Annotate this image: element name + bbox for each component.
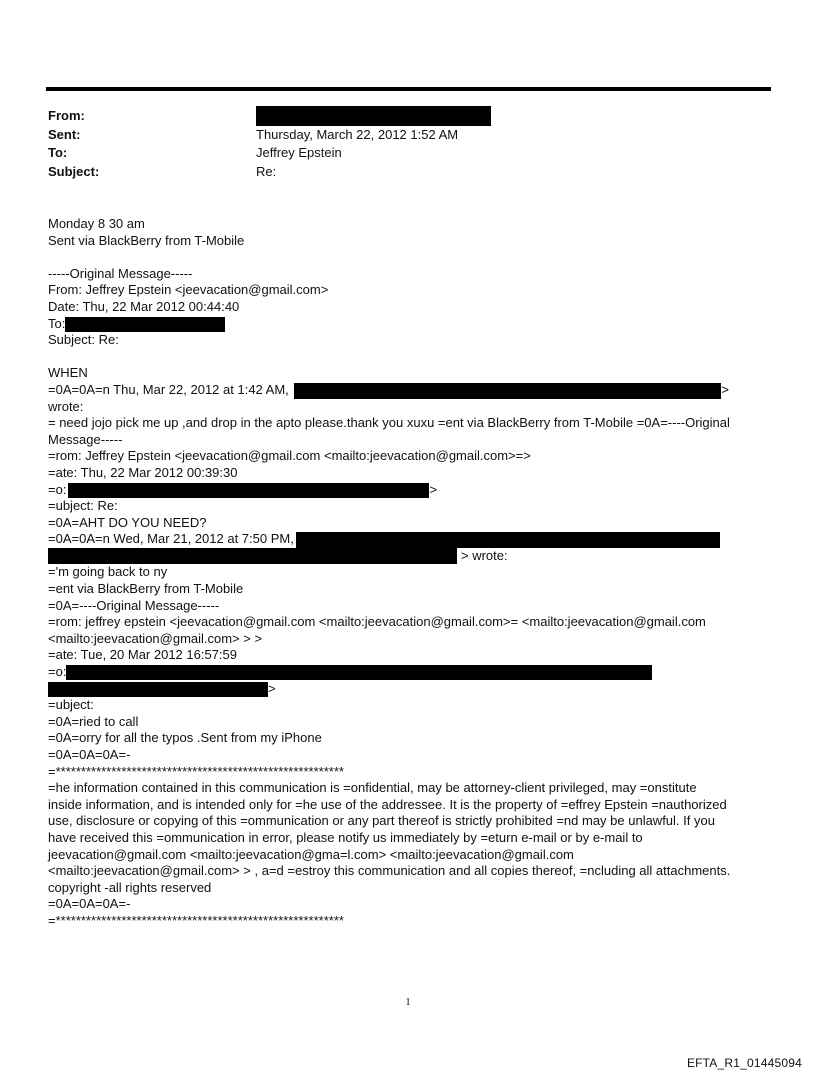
to-text: =o: (48, 664, 67, 680)
redaction-block (48, 682, 268, 697)
header-rule (46, 87, 771, 91)
subject-label: Subject: (48, 163, 100, 179)
body-line: =ubject: (48, 697, 94, 713)
body-line: Date: Thu, 22 Mar 2012 00:44:40 (48, 298, 240, 314)
body-line (48, 382, 770, 399)
body-line: =ate: Tue, 20 Mar 2012 16:57:59 (48, 647, 238, 663)
body-line: = need jojo pick me up ,and drop in the apto please.thank you xuxu =ent via BlackBerry from T-Mobile =0A=----Original Message----- (48, 415, 730, 447)
body-line: Monday 8 30 am (48, 216, 145, 231)
body-line: wrote: (48, 398, 84, 414)
body-line: jeevacation@gmail.com <mailto:jeevacation@gma=l.com> <mailto:jeevacation@gmail.com (48, 846, 574, 862)
to-row (48, 144, 768, 163)
body-line (48, 316, 770, 333)
bates-number: EFTA_R1_01445094 (686, 1056, 802, 1070)
quote-header-text: =0A=0A=n Thu, Mar 22, 2012 at 1:42 AM, (48, 381, 289, 397)
body-line: From: Jeffrey Epstein <jeevacation@gmail.com> (48, 282, 329, 298)
redaction-block (66, 665, 652, 680)
body-line: =0A=AHT DO YOU NEED? (48, 514, 207, 530)
to-value: Jeffrey Epstein (256, 145, 342, 160)
body-line: -----Original Message----- (48, 265, 193, 281)
body-line: =0A=----Original Message----- (48, 597, 220, 613)
to-text: =o: (48, 481, 67, 497)
to-label: To: (48, 145, 68, 160)
quote-header-text: =0A=0A=n Wed, Mar 21, 2012 at 7:50 PM, (48, 531, 294, 547)
quote-bracket: > (268, 680, 276, 696)
body-line: <mailto:jeevacation@gmail.com> > , a=d =estroy this communication and all copies thereof, =ncluding all attachments. (48, 863, 731, 879)
body-line: <mailto:jeevacation@gmail.com> > > (48, 630, 263, 646)
body-line: =********************************************************* (48, 912, 344, 928)
body-line (48, 664, 770, 681)
sent-label: Sent: (48, 126, 81, 142)
redaction-block (294, 383, 721, 399)
body-line (48, 482, 770, 499)
body-line: ='m going back to ny (48, 564, 168, 580)
from-label: From: (48, 108, 85, 123)
sent-value: Thursday, March 22, 2012 1:52 AM (256, 126, 459, 142)
body-line: WHEN (48, 365, 88, 381)
redaction-block (48, 548, 457, 564)
email-body (48, 216, 770, 930)
body-line: =0A=0A=0A=- (48, 896, 131, 912)
email-header (48, 107, 768, 181)
body-line: Subject: Re: (48, 332, 119, 348)
subject-row (48, 163, 768, 182)
body-line: =0A=orry for all the typos .Sent from my iPhone (48, 730, 322, 746)
redaction-block (296, 532, 720, 548)
quote-bracket: > (721, 381, 730, 397)
wrote-text: > wrote: (461, 547, 508, 563)
body-line: =0A=0A=0A=- (48, 747, 131, 762)
body-line: =ent via BlackBerry from T-Mobile (48, 581, 244, 597)
body-line: Sent via BlackBerry from T-Mobile (48, 232, 245, 248)
body-line: =rom: jeffrey epstein <jeevacation@gmail.com <mailto:jeevacation@gmail.com>= <mailto:jeevacation@gmail.com (48, 614, 706, 630)
quote-bracket: > (429, 481, 438, 497)
body-line: =********************************************************* (48, 763, 344, 779)
page-number: 1 (405, 996, 411, 1008)
redaction-block (256, 106, 491, 126)
body-line (48, 548, 770, 565)
body-line (48, 531, 770, 548)
redaction-block (68, 483, 429, 498)
body-line: have received this =ommunication in error, please notify us immediately by =eturn e-mail or by e-mail to (48, 829, 643, 845)
body-line: =he information contained in this communication is =onfidential, may be attorney-client privileged, may =onstitute (48, 780, 697, 796)
redaction-block (65, 317, 225, 332)
from-row (48, 107, 768, 126)
body-line (48, 681, 770, 698)
to-text: To: (48, 315, 66, 331)
body-line: =0A=ried to call (48, 713, 139, 729)
sent-row (48, 126, 768, 145)
body-line: use, disclosure or copying of this =ommunication or any part thereof is strictly prohibited =nd may be unlawful. If you (48, 813, 715, 829)
body-line: =ubject: Re: (48, 498, 118, 514)
body-line: =ate: Thu, 22 Mar 2012 00:39:30 (48, 464, 238, 480)
body-line: copyright -all rights reserved (48, 879, 212, 895)
body-line: inside information, and is intended only for =he use of the addressee. It is the property of =effrey Epstein =nauthorized (48, 796, 727, 812)
body-line: =rom: Jeffrey Epstein <jeevacation@gmail.com <mailto:jeevacation@gmail.com>=> (48, 448, 531, 464)
subject-value: Re: (256, 163, 277, 179)
